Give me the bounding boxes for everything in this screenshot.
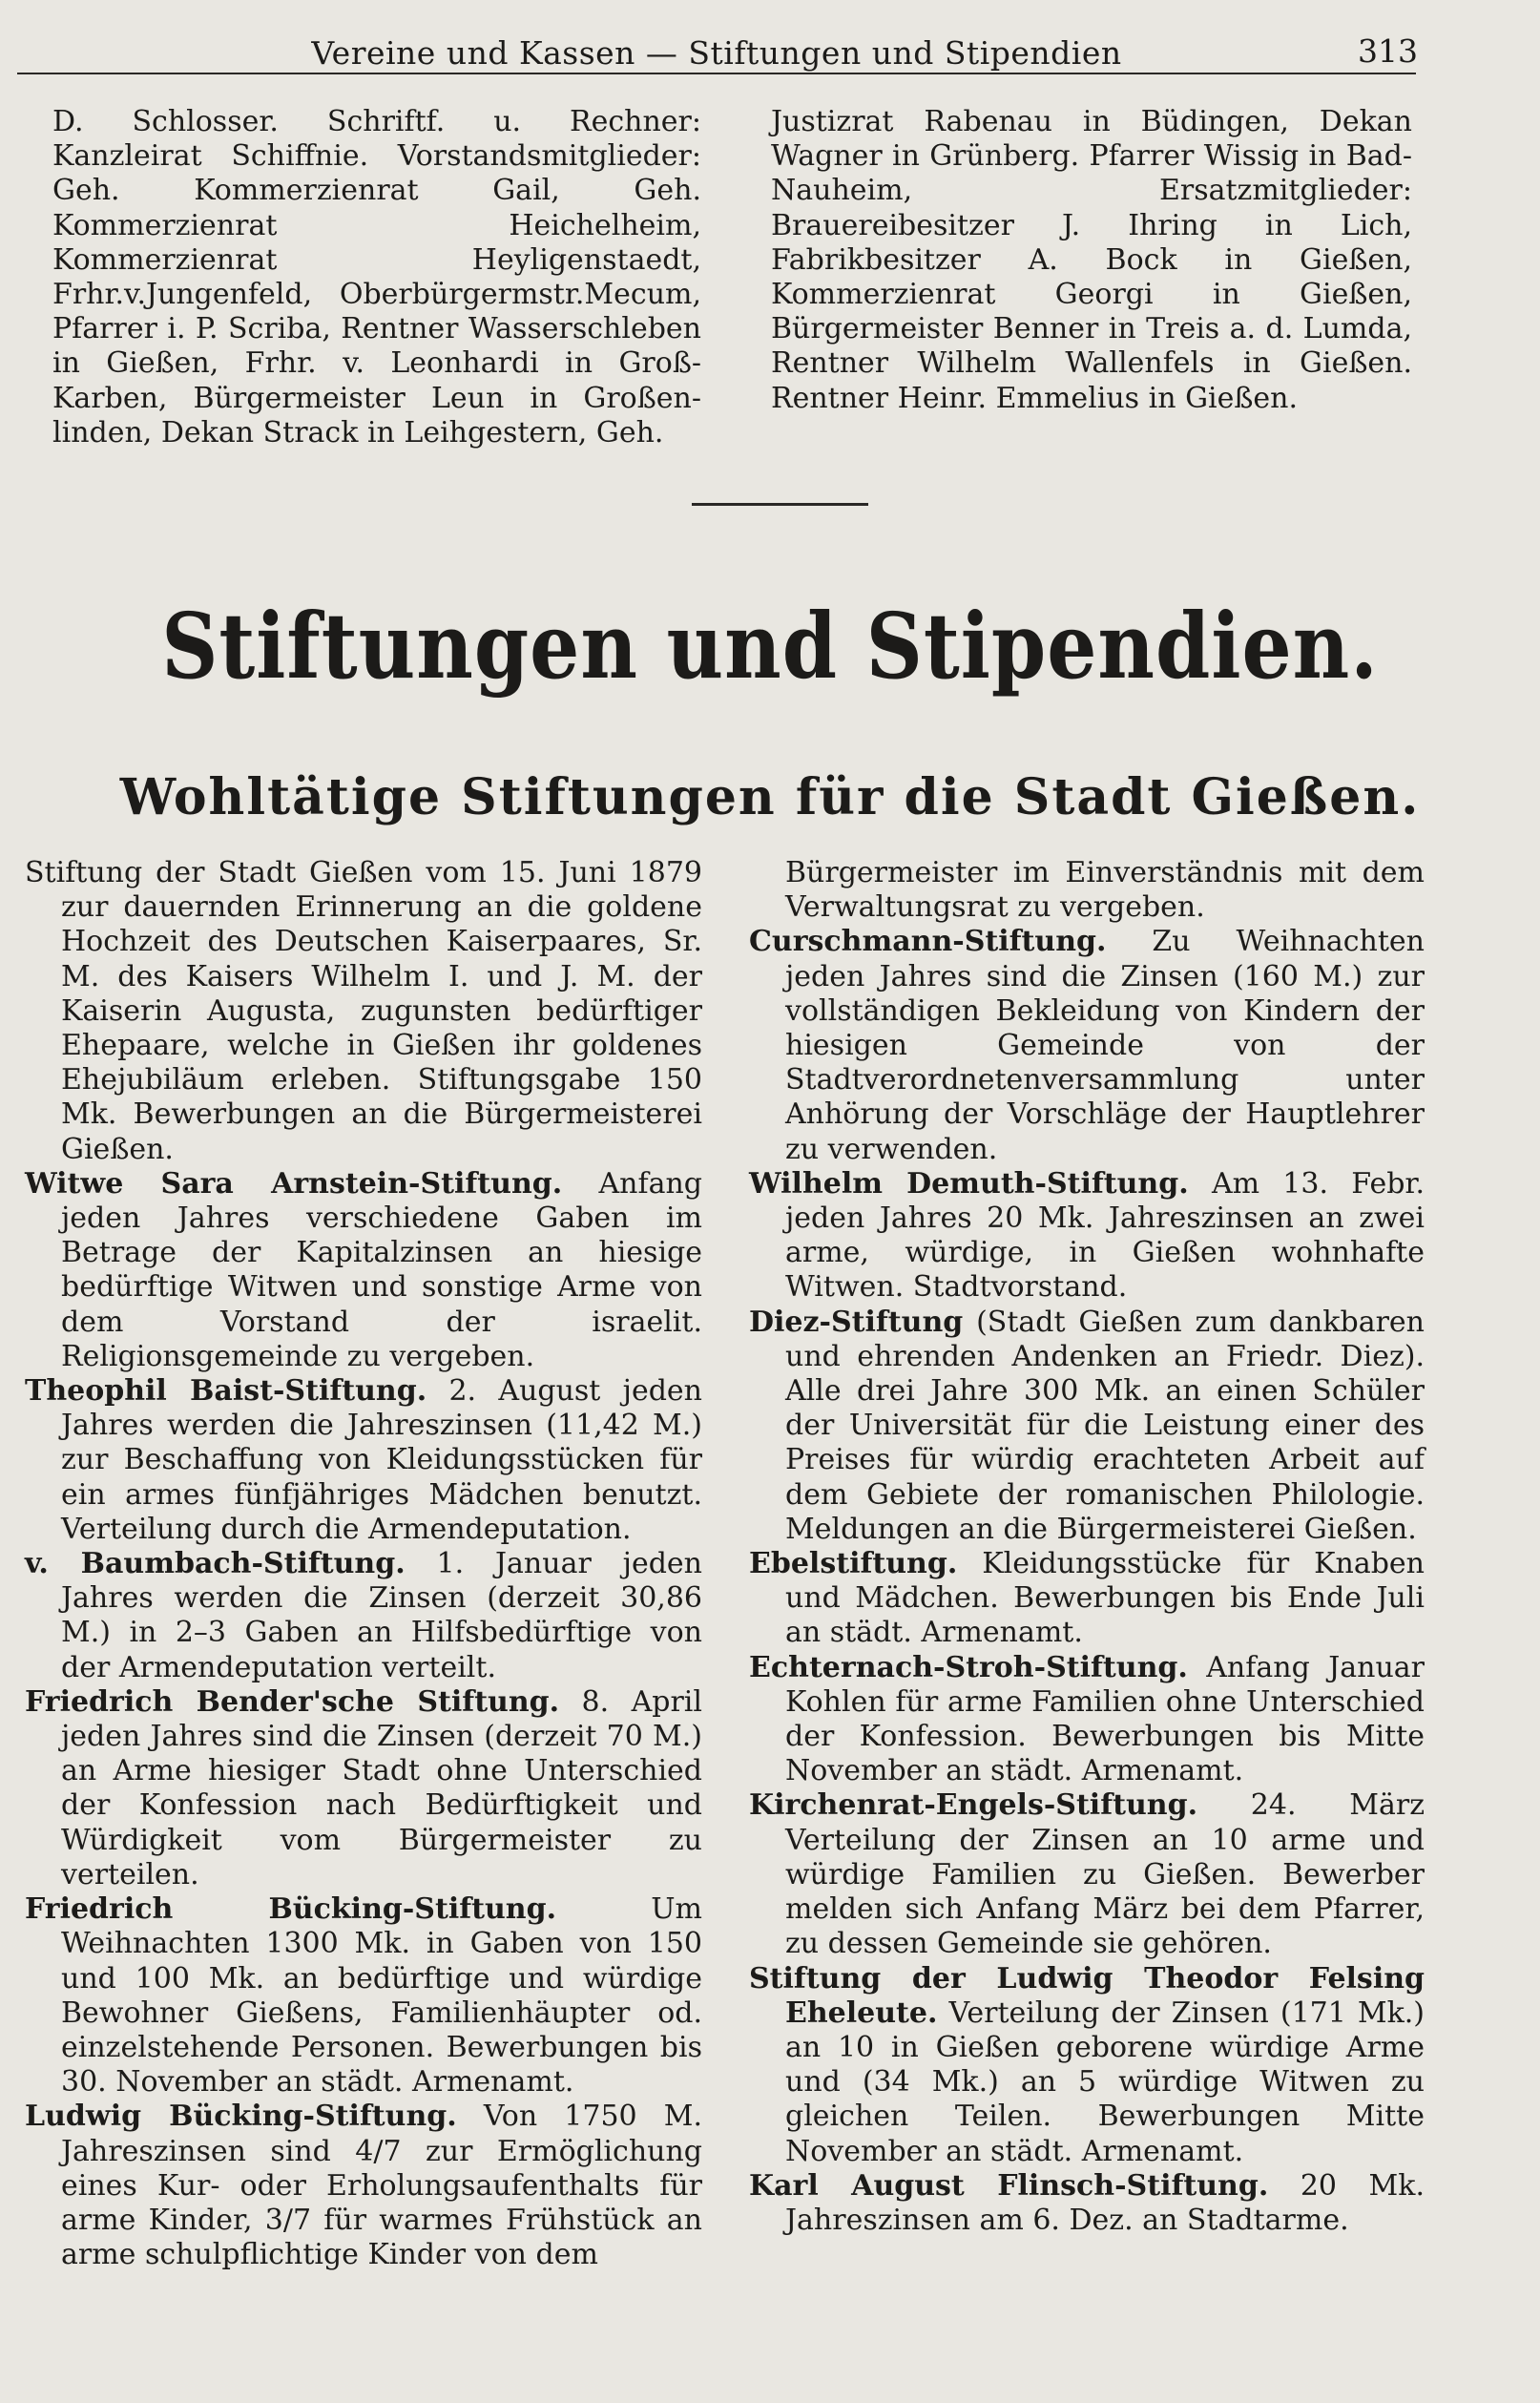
foundation-name: Friedrich Bücking-Stiftung. bbox=[25, 1892, 557, 1927]
board-members-left bbox=[52, 105, 701, 450]
foundation-name: Echternach-Stroh-Stiftung. bbox=[749, 1650, 1188, 1684]
foundation-text: (Stadt Gießen zum dankbaren und ehrenden Andenken an Friedr. Diez). Alle drei Jahre 300 Mk. an einen Schüler der Universität für die Leistung einer des Preises für würdig erachteten Arbeit auf dem Gebiete der romanischen Philologie. Meldungen an die Bürgermeisterei Gießen. bbox=[785, 1305, 1425, 1546]
foundation-entry bbox=[749, 1788, 1425, 1961]
foundation-text: Um Weihnachten 1300 Mk. in Gaben von 150 und 100 Mk. an bedürftige und würdige Bewohner Gießens, Familienhäupter od. einzelstehende Personen. Bewerbungen bis 30. November an städt. Armenamt. bbox=[61, 1892, 702, 2100]
foundation-text: 1. Januar jeden Jahres werden die Zinsen (derzeit 30,86 M.) in 2–3 Gaben an Hilfsbedürftige von der Armendeputation verteilt. bbox=[61, 1547, 702, 1684]
foundation-name: Witwe Sara Arnstein-Stiftung. bbox=[25, 1166, 563, 1201]
foundation-entry bbox=[25, 1374, 702, 1547]
foundation-entry bbox=[25, 1547, 702, 1685]
foundation-name: Kirchenrat-Engels-Stiftung. bbox=[749, 1788, 1198, 1823]
foundation-text: Stiftung der Stadt Gießen vom 15. Juni 1879 zur dauernden Erinnerung an die goldene Hochzeit des Deutschen Kaiserpaares, Sr. M. des Kaisers Wilhelm I. und J. M. der Kaiserin Augusta, zugunsten bedürftiger Ehepaare, welche in Gießen ihr goldenes Ehejubiläum erleben. Stiftungsgabe 150 Mk. Bewerbungen an die Bürgermeisterei Gießen. bbox=[25, 856, 702, 1166]
section-title: Stiftungen und Stipendien. bbox=[161, 594, 1379, 700]
page-number: 313 bbox=[1358, 32, 1418, 70]
foundation-entry bbox=[749, 1306, 1425, 1547]
foundation-text: Verteilung der Zinsen (171 Mk.) an 10 in Gießen geborene würdige Arme und (34 Mk.) an 5 würdige Witwen zu gleichen Teilen. Bewerbungen Mitte November an städt. Armenamt. bbox=[785, 1996, 1425, 2168]
board-members-left-text: D. Schlosser. Schriftf. u. Rechner: Kanzleirat Schiffnie. Vorstandsmitglieder: Geh. Kommerzienrat Gail, Geh. Kommerzienrat Heichelheim, Kommerzienrat Heyligenstaedt, Frhr.v.Jungenfeld, Oberbürgermstr.Mecum, Pfarrer i. P. Scriba, Rentner Wasserschleben in Gießen, Frhr. v. Leonhardi in Groß-Karben, Bürgermeister Leun in Großen-linden, Dekan Strack in Leihgestern, Geh. bbox=[52, 105, 701, 449]
foundation-name: Stiftung der Ludwig Theodor Felsing Eheleute. bbox=[749, 1961, 1425, 2030]
foundation-text: 2. August jeden Jahres werden die Jahreszinsen (11,42 M.) zur Beschaffung von Kleidungsstücken für ein armes fünfjähriges Mädchen benutzt. Verteilung durch die Armendeputation. bbox=[61, 1374, 703, 1546]
right-column bbox=[749, 856, 1425, 2238]
left-column bbox=[25, 856, 702, 2272]
foundation-entry bbox=[25, 2100, 702, 2272]
continued-text: Bürgermeister im Einverständnis mit dem Verwaltungsrat zu vergeben. bbox=[785, 856, 1425, 925]
foundation-entry bbox=[749, 925, 1425, 1166]
foundation-name: Ebelstiftung. bbox=[749, 1547, 958, 1581]
foundation-entry bbox=[749, 1651, 1425, 1789]
foundation-entry bbox=[749, 1547, 1425, 1651]
board-members-right-text: Justizrat Rabenau in Büdingen, Dekan Wagner in Grünberg. Pfarrer Wissig in Bad-Nauheim, Ersatzmitglieder: Brauereibesitzer J. Ihring in Lich, Fabrikbesitzer A. Bock in Gießen, Kommerzienrat Georgi in Gießen, Bürgermeister Benner in Treis a. d. Lumda, Rentner Wilhelm Wallenfels in Gießen. Rentner Heinr. Emmelius in Gießen. bbox=[771, 105, 1412, 415]
foundation-text: Kleidungsstücke für Knaben und Mädchen. Bewerbungen bis Ende Juli an städt. Armenamt. bbox=[785, 1547, 1425, 1650]
foundation-text: Anfang Januar Kohlen für arme Familien ohne Unterschied der Konfession. Bewerbungen bis Mitte November an städt. Armenamt. bbox=[785, 1650, 1425, 1788]
foundation-text: Von 1750 M. Jahreszinsen sind 4/7 zur Ermöglichung eines Kur- oder Erholungsaufenthalts für arme Kinder, 3/7 für warmes Frühstück an arme schulpflichtige Kinder von dem bbox=[61, 2100, 702, 2272]
foundation-text: 8. April jeden Jahres sind die Zinsen (derzeit 70 M.) an Arme hiesiger Stadt ohne Unterschied der Konfession nach Bedürftigkeit und Würdigkeit vom Bürgermeister zu verteilen. bbox=[61, 1684, 702, 1891]
foundation-name: Diez-Stiftung bbox=[749, 1305, 964, 1339]
running-title: Vereine und Kassen — Stiftungen und Stipendien bbox=[311, 34, 1122, 72]
foundation-name: Karl August Flinsch-Stiftung. bbox=[749, 2168, 1269, 2203]
foundation-text: Zu Weihnachten jeden Jahres sind die Zinsen (160 M.) zur vollständigen Bekleidung von Kindern der hiesigen Gemeinde von der Stadtverordnetenversammlung unter Anhörung der Vorschläge der Hauptlehrer zu verwenden. bbox=[785, 925, 1425, 1166]
foundation-text: 24. März Verteilung der Zinsen an 10 arme und würdige Familien zu Gießen. Bewerber melden sich Anfang März bei dem Pfarrer, zu dessen Gemeinde sie gehören. bbox=[785, 1788, 1425, 1961]
foundation-entry bbox=[749, 1962, 1425, 2169]
foundation-entry bbox=[749, 1167, 1425, 1306]
section-subtitle: Wohltätige Stiftungen für die Stadt Gießen. bbox=[119, 768, 1421, 826]
foundation-text: 20 Mk. Jahreszinsen am 6. Dez. an Stadtarme. bbox=[785, 2168, 1425, 2237]
foundation-entry bbox=[25, 1892, 702, 2100]
running-header bbox=[17, 29, 1416, 74]
board-members-right bbox=[771, 105, 1412, 416]
foundation-name: Friedrich Bender'sche Stiftung. bbox=[25, 1684, 560, 1719]
foundation-entry bbox=[25, 856, 702, 1167]
foundation-name: v. Baumbach-Stiftung. bbox=[25, 1547, 406, 1581]
section-divider bbox=[692, 503, 868, 506]
foundation-entry bbox=[749, 2169, 1425, 2238]
foundation-name: Ludwig Bücking-Stiftung. bbox=[25, 2100, 457, 2134]
foundation-name: Curschmann-Stiftung. bbox=[749, 925, 1107, 959]
foundation-text: Am 13. Febr. jeden Jahres 20 Mk. Jahreszinsen an zwei arme, würdige, in Gießen wohnhafte Witwen. Stadtvorstand. bbox=[785, 1166, 1425, 1305]
foundation-entry bbox=[25, 1167, 702, 1374]
foundation-text: Anfang jeden Jahres verschiedene Gaben im Betrage der Kapitalzinsen an hiesige bedürftige Witwen und sonstige Arme von dem Vorstand der israelit. Religionsgemeinde zu vergeben. bbox=[61, 1166, 702, 1373]
foundation-name: Wilhelm Demuth-Stiftung. bbox=[749, 1166, 1189, 1201]
foundation-entry bbox=[25, 1685, 702, 1892]
foundation-name: Theophil Baist-Stiftung. bbox=[25, 1374, 427, 1409]
